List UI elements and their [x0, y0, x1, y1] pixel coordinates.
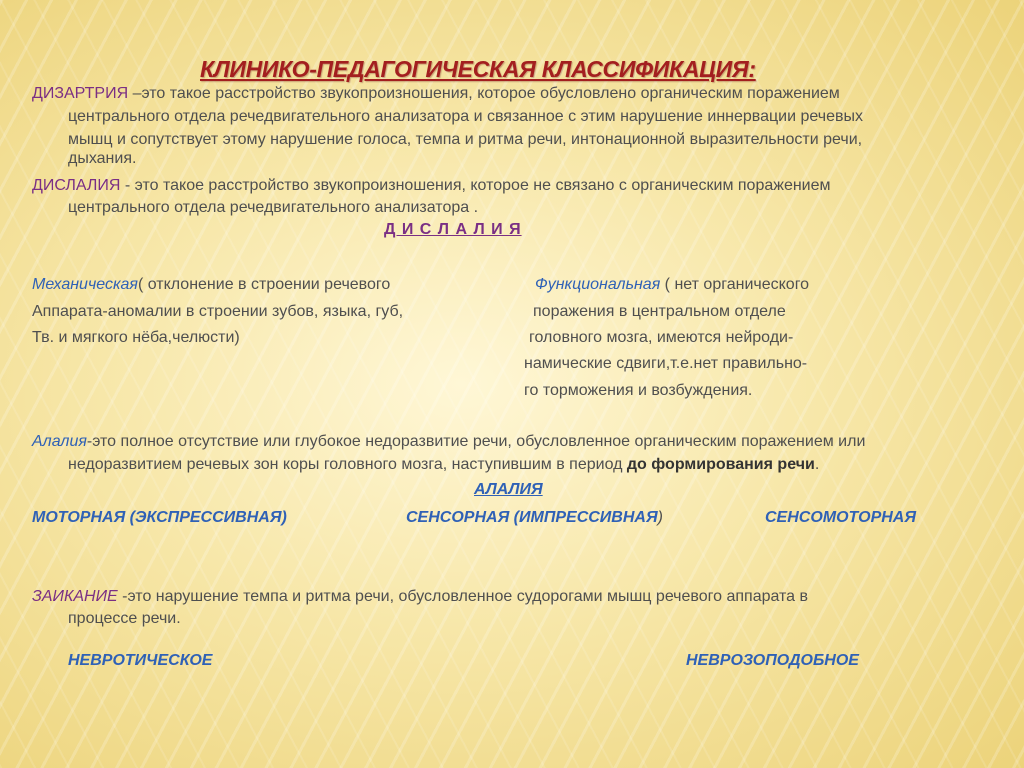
stuttering-term: ЗАИКАНИЕ [32, 588, 118, 605]
functional-line-1 [535, 273, 809, 296]
dysarthria-line-3: мышц и сопутствует этому нарушение голоса, темпа и ритма речи, интонационной выразительности речи, [68, 131, 863, 148]
dyslalia-line-1 [32, 174, 831, 197]
alalia-term: Алалия [32, 433, 87, 450]
stuttering-type-neurosis-like: НЕВРОЗОПОДОБНОЕ [686, 652, 859, 669]
functional-term: Функциональная [535, 276, 661, 293]
dyslalia-line-2: центрального отдела речедвигательного анализатора . [68, 199, 479, 216]
dysarthria-term: ДИЗАРТРИЯ [32, 85, 129, 102]
functional-line-2: поражения в центральном отделе [533, 303, 786, 320]
slide-title: КЛИНИКО-ПЕДАГОГИЧЕСКАЯ КЛАССИФИКАЦИЯ: [200, 56, 756, 82]
mechanical-line-1 [32, 273, 390, 296]
dyslalia-types-heading: Д И С Л А Л И Я [384, 221, 522, 238]
dyslalia-term: ДИСЛАЛИЯ [32, 177, 121, 194]
alalia-type-sensory-wrap [406, 506, 663, 529]
functional-line-5: го торможения и возбуждения. [524, 382, 753, 399]
mechanical-line-2: Аппарата-аномалии в строении зубов, языка, губ, [32, 303, 404, 320]
functional-text-1: ( нет органического [660, 276, 810, 293]
alalia-type-sensomotor: СЕНСОМОТОРНАЯ [765, 509, 917, 526]
alalia-type-motor: МОТОРНАЯ (ЭКСПРЕССИВНАЯ) [32, 509, 287, 526]
alalia-text-2: недоразвитием речевых зон коры головного мозга, наступившим в период [68, 456, 627, 473]
functional-line-4: намические сдвиги,т.е.нет правильно- [524, 355, 808, 372]
alalia-text-1: -это полное отсутствие или глубокое недоразвитие речи, обусловленное органическим поражением или [86, 433, 866, 450]
stuttering-line-2: процессе речи. [68, 610, 181, 627]
dysarthria-line-4: дыхания. [68, 150, 137, 167]
alalia-type-sensory: СЕНСОРНАЯ (ИМПРЕССИВНАЯ [406, 509, 658, 526]
alalia-text-end: . [814, 456, 820, 473]
dysarthria-line-2: центрального отдела речедвигательного анализатора и связанное с этим нарушение иннервации речевых [68, 108, 863, 125]
mechanical-term: Механическая [32, 276, 138, 293]
alalia-line-1 [32, 430, 865, 453]
stuttering-type-neurotic: НЕВРОТИЧЕСКОЕ [68, 652, 213, 669]
alalia-text-bold: до формирования речи [626, 456, 815, 473]
dyslalia-text-1: - это такое расстройство звукопроизношения, которое не связано с органическим поражением [120, 177, 831, 194]
alalia-line-2 [68, 453, 819, 476]
dysarthria-line-1 [32, 82, 840, 105]
functional-line-3: головного мозга, имеются нейроди- [529, 329, 794, 346]
mechanical-text-1: ( отклонение в строении речевого [137, 276, 391, 293]
alalia-types-heading: АЛАЛИЯ [474, 481, 543, 498]
alalia-type-sensory-paren: ) [657, 509, 663, 526]
mechanical-line-3: Тв. и мягкого нёба,челюсти) [32, 329, 240, 346]
stuttering-line-1 [32, 585, 808, 608]
dysarthria-text-1: –это такое расстройство звукопроизношения, которое обусловлено органическим поражением [128, 85, 840, 102]
stuttering-text-1: -это нарушение темпа и ритма речи, обусловленное судорогами мышц речевого аппарата в [117, 588, 809, 605]
